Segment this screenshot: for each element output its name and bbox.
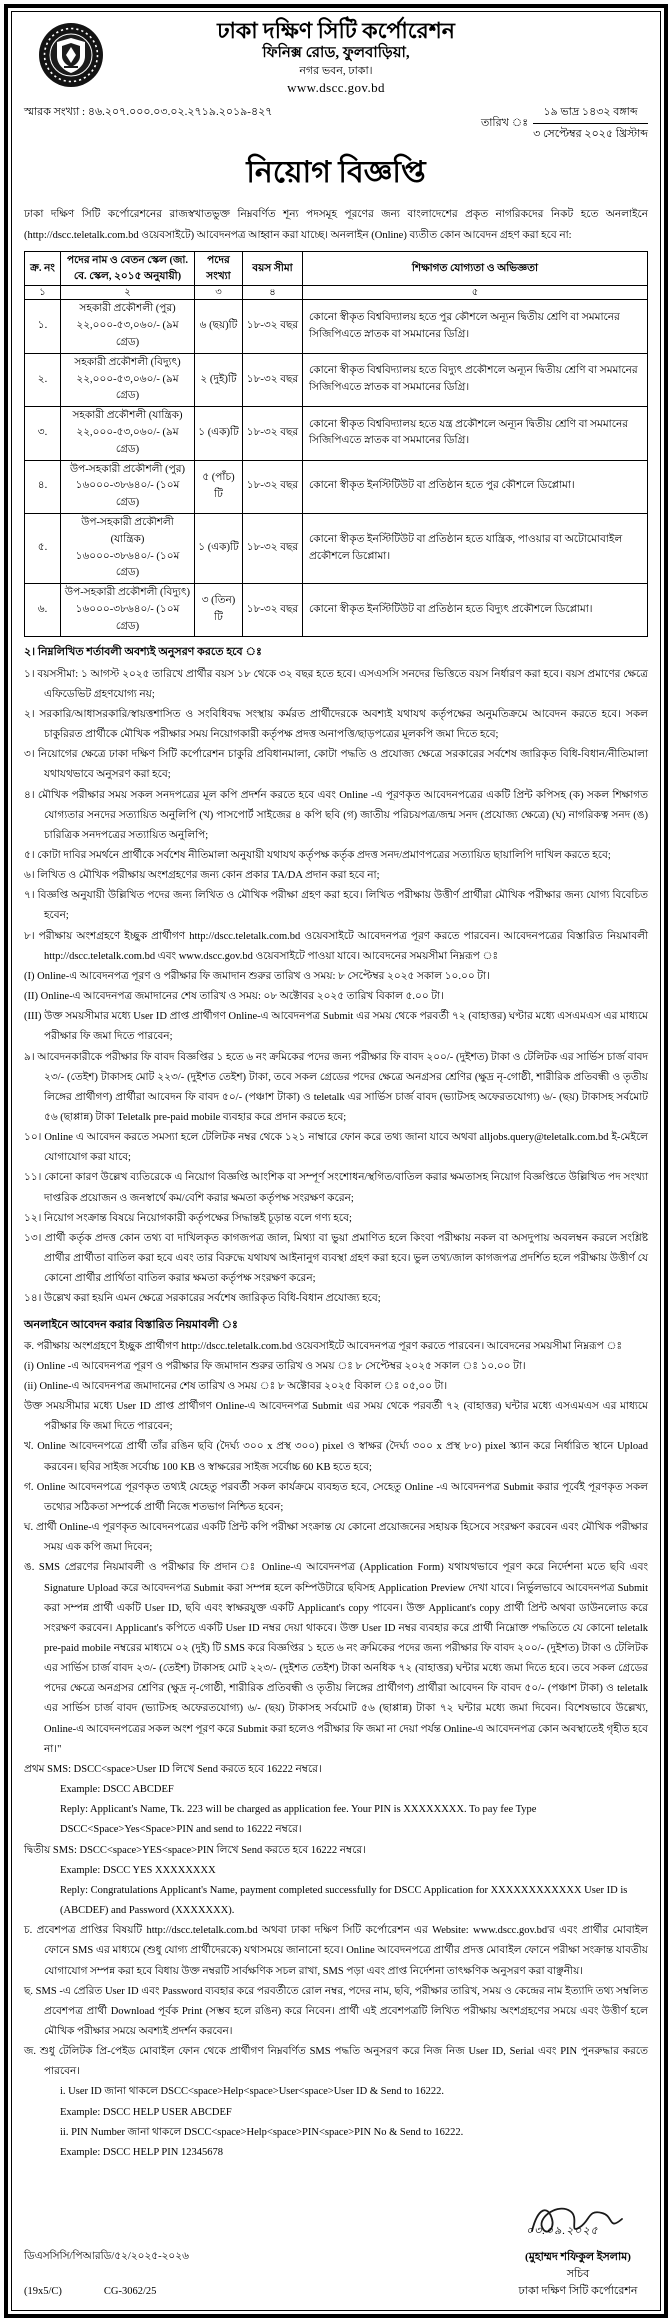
cell-age: ১৮-৩২ বছর: [243, 513, 303, 583]
online-rule-item: Example: DSCC HELP USER ABCDEF: [60, 2106, 232, 2118]
page-inner-border: [11, 11, 661, 2311]
online-rule-item: Reply: Congratulations Applicant's Name, payment completed successfully for DSCC Application for XXXXXXXXXXXX User ID is (ABCDEF) and Password (XXXXXXX).: [60, 1884, 628, 1917]
online-rule-item: জ. শুধু টেলিটক প্রি-পেইড মোবাইল ফোন থেকে প্রার্থীগণ নিম্নবর্ণিত SMS পদ্ধতি অনুসরণ করে নিজ নিজ User ID, Serial এবং PIN পুনরুদ্ধার করতে পারবেন।: [24, 2046, 648, 2078]
condition-item: ৭। বিজ্ঞপ্তি অনুযায়ী উল্লিখিত পদের জন্য লিখিত ও মৌখিক পরীক্ষা গ্রহণ করা হবে। লিখিত পরীক্ষায় উত্তীর্ণ প্রার্থীরা মৌখিক পরীক্ষার জন্য যোগ্য বিবেচিত হবেন;: [24, 890, 648, 922]
vacancy-table-body: [25, 300, 648, 637]
online-rules-heading: অনলাইনে আবেদন করার বিস্তারিত নিয়মাবলী ঃ: [24, 1318, 238, 1331]
col-header-serial: ক্র. নং: [25, 252, 61, 285]
cell-qualification: কোনো স্বীকৃত ইনস্টিটিউট বা প্রতিষ্ঠান হতে যান্ত্রিক, পাওয়ার বা অটোমোবাইল প্রকৌশলে ডিপ্লোমা।: [303, 513, 648, 583]
cell-age: ১৮-৩২ বছর: [243, 584, 303, 637]
post-title: উপ-সহকারী প্রকৌশলী (যান্ত্রিক): [81, 516, 174, 545]
online-rule-item: (ii) Online-এ আবেদনপত্র জমাদানের শেষ তারিখ ও সময় ঃ ৮ অক্টোবর ২০২৫ বিকাল ঃ ০৫,০০ টা।: [24, 1380, 448, 1392]
online-rule-item: ঘ. প্রার্থী Online-এ পূরণকৃত আবেদনপত্রের একটি প্রিন্ট কপি পরীক্ষা সংক্রান্ত যে কোনো প্রয়োজনের সহায়ক হিসেবে সংরক্ষণ করবেন এবং মৌখিক পরীক্ষার সময় এক কপি জমা দিবেন;: [24, 1522, 648, 1554]
cell-qualification: কোনো স্বীকৃত বিশ্ববিদ্যালয় হতে যন্ত্র প্রকৌশলে অন্যূন দ্বিতীয় শ্রেণি বা সমমানের সিজিপিএতে স্নাতক বা সমমানের ডিগ্রি।: [303, 407, 648, 460]
condition-item: ১৩। প্রার্থী কর্তৃক প্রদত্ত কোন তথ্য বা দাখিলকৃত কাগজপত্র জাল, মিথ্যা বা ভুয়া প্রমাণিত হলে কিংবা পরীক্ষায় নকল বা অসদুপায় অবলম্বন করলে সংশ্লিষ্ট প্রার্থীর প্রার্থীতা বাতিল করা হবে এবং তার বিরুদ্ধে যথাযথ আইনানুগ ব্যবস্থা গ্রহণ করা হবে। ভুল তথ্য/জাল কাগজপত্র প্রদর্শিত হলে পরীক্ষায় উত্তীর্ণ যে কোনো প্রার্থীর প্রার্থিতা বাতিল করার ক্ষমতা কর্তৃপক্ষ সংরক্ষণ করেন;: [24, 1232, 648, 1285]
condition-item: ৫। কোটা দাবির সমর্থনে প্রার্থীকে সর্বশেষ নীতিমালা অনুযায়ী যথাযথ কর্তৃপক্ষ কর্তৃক প্রদত্ত সনদ/প্রমাণপত্রের সত্যায়িত ছায়ালিপি দাখিল করতে হবে;: [24, 849, 611, 861]
condition-item: ৯। আবেদনকারীকে পরীক্ষার ফি বাবদ বিজ্ঞপ্তির ১ হতে ৬ নং ক্রমিকের পদের জন্য পরীক্ষার ফি বাবদ ২০০/- (দুইশত) টাকা ও টেলিটক এর সার্ভিস চার্জ বাবদ ২৩/- (তেইশ) টাকাসহ মোট ২২৩/- (দুইশত তেইশ) টাকা, তবে সকল গ্রেডের পদের ক্ষেত্রে অনগ্রসর শ্রেণির (ক্ষুদ্র নৃ-গোষ্ঠী, শারীরিক প্রতিবন্ধী ও তৃতীয় লিঙ্গের প্রার্থীগণ) প্রার্থীরা আবেদন ফি বাবদ ৫০/- (পঞ্চাশ টাকা) ও teletalk এর সার্ভিস চার্জ বাবদ (ভ্যাটসহ অফেরতযোগ্য) ৬/- (ছয়) টাকাসহ সর্বমোট ৫৬ (ছাপ্পান্ন) টাকা Teletalk pre-paid mobile ব্যবহার করে প্রদান করতে হবে;: [24, 1051, 648, 1124]
date-stack: [533, 103, 648, 144]
post-title: সহকারী প্রকৌশলী (যান্ত্রিক): [72, 410, 183, 422]
condition-item: ১১। কোনো কারণ উল্লেখ ব্যতিরেকে এ নিয়োগ বিজ্ঞপ্তি আংশিক বা সম্পূর্ণ সংশোধন/স্থগিত/বাতিল করার ক্ষমতাসহ নিয়োগ বিজ্ঞপ্তিতে উল্লিখিত পদ সংখ্যা দাপ্তরিক প্রয়োজন ও জনস্বার্থে কম/বেশি করার ক্ষমতা কর্তৃপক্ষ সংরক্ষণ করেন;: [24, 1172, 648, 1204]
intro-paragraph: ঢাকা দক্ষিণ সিটি কর্পোরেশনের রাজস্বখাতভুক্ত নিম্নবর্ণিত শূন্য পদসমূহ পূরণের জন্য বাংলাদেশের প্রকৃত নাগরিকদের নিকট হতে অনলাইনে (http://dscc.teletalk.com.bd ওয়েবসাইটে) আবেদনপত্র আহ্বান করা যাচ্ছে। অনলাইন (Online) ব্যতীত কোন আবেদন গ্রহণ করা হবে না:: [24, 209, 648, 241]
online-rule-item: Example: DSCC ABCDEF: [60, 1784, 174, 1796]
pay-scale: ১৬০০০-৩৮৬৪০/- (১০ম গ্রেড): [75, 603, 180, 632]
online-rule-item: গ. Online আবেদনপত্রে পূরণকৃত তথ্যই যেহেতু পরবর্তী সকল কার্যক্রমে ব্যবহৃত হবে, সেহেতু Online -এ আবেদনপত্র Submit করার পূর্বেই পূরণকৃত সকল তথ্যের সঠিকতা সম্পর্কে প্রার্থী নিজে শতভাগ নিশ্চিত হবেন;: [24, 1481, 648, 1513]
online-rule-item: দ্বিতীয় SMS: DSCC<space>YES<space>PIN লিখে Send করতে হবে 16222 নম্বরে।: [24, 1844, 366, 1856]
vacancy-row: [25, 513, 648, 583]
column-number-row: [25, 285, 648, 300]
condition-item: (I) Online-এ আবেদনপত্র পূরণ ও পরীক্ষার ফি জমাদান শুরুর তারিখ ও সময়: ৮ সেপ্টেম্বর ২০২৫ সকাল ১০.০০ টা।: [24, 970, 490, 982]
col-header-qualification: শিক্ষাগত যোগ্যতা ও অভিজ্ঞতা: [303, 252, 648, 285]
cell-qualification: কোনো স্বীকৃত বিশ্ববিদ্যালয় হতে বিদ্যুৎ প্রকৌশলে অন্যূন দ্বিতীয় শ্রেণি বা সমমানের সিজিপিএতে স্নাতক বা সমমানের ডিগ্রি।: [303, 353, 648, 406]
condition-item: ৮। পরীক্ষায় অংশগ্রহণে ইচ্ছুক প্রার্থীগণ http://dscc.teletalk.com.bd ওয়েবসাইটে আবেদনপত্র পূরণ করতে পারবেন। আবেদনপত্রের বিস্তারিত নিয়মাবলী http://dscc.teletalk.com.bd এবং www.dscc.gov.bd ওয়েবসাইটে পাওয়া যাবে। আবেদনের সময়সীমা নিম্নরূপ ঃ: [24, 930, 648, 962]
post-title: উপ-সহকারী প্রকৌশলী (পুর): [69, 463, 186, 475]
signature-area: [518, 2197, 638, 2249]
cell-post: [61, 584, 195, 637]
cell-post: [61, 460, 195, 513]
online-rule-item: চ. প্রবেশপত্র প্রাপ্তির বিষয়টি http://dscc.teletalk.com.bd অথবা ঢাকা দক্ষিণ সিটি কর্পোরেশন এর Website: www.dscc.gov.bd'র এবং প্রার্থীর মোবাইল ফোনে SMS এর মাধ্যমে (শুধু যোগ্য প্রার্থীদেরকে) যথাসময়ে জানানো হবে। Online আবেদনপত্রে প্রার্থীর প্রদত্ত মোবাইল ফোনে পরীক্ষা সংক্রান্ত যাবতীয় যোগাযোগ সম্পন্ন করা হবে বিধায় উক্ত নম্বরটি সার্বক্ষণিক সচল রাখা, SMS পড়া এবং প্রাপ্ত নির্দেশনা তাৎক্ষণিক অনুসরণ করা বাঞ্ছনীয়।: [24, 1925, 648, 1977]
cell-post: [61, 513, 195, 583]
online-rule-item: খ. Online আবেদনপত্রে প্রার্থী তাঁর রঙিন ছবি (দৈর্ঘ্য ৩০০ x প্রস্থ ৩০০) pixel ও স্বাক্ষর (দৈর্ঘ্য ৩০০ x প্রস্থ ৮০) pixel স্ক্যান করে নির্ধারিত স্থানে Upload করবেন। ছবির সাইজ সর্বোচ্চ 100 KB ও স্বাক্ষরের সাইজ সর্বোচ্চ 60 KB হতে হবে;: [24, 1441, 648, 1473]
memo-row: [24, 103, 648, 144]
condition-item: ১২। নিয়োগ সংক্রান্ত বিষয়ে নিয়োগকারী কর্তৃপক্ষের সিদ্ধান্তই চূড়ান্ত বলে গণ্য হবে;: [24, 1212, 352, 1224]
footer-codes: [24, 2284, 189, 2300]
online-rule-item: (i) Online -এ আবেদনপত্র পূরণ ও পরীক্ষার ফি জমাদান শুরুর তারিখ ও সময় ঃ ৮ সেপ্টেম্বর ২০২৫ সকাল ঃ ১০.০০ টা।: [24, 1360, 526, 1372]
cell-serial: ২.: [25, 353, 61, 406]
reference-number: ডিএসসিসি/পিআরডি/৫২/২০২৫-২০২৬: [24, 2250, 189, 2262]
vacancy-table: [24, 251, 648, 637]
date-block: [481, 103, 648, 144]
cell-count: ১ (এক)টি: [195, 407, 243, 460]
cell-qualification: কোনো স্বীকৃত বিশ্ববিদ্যালয় হতে পুর কৌশলে অন্যূন দ্বিতীয় শ্রেণি বা সমমানের সিজিপিএতে স্নাতক বা সমমানের ডিগ্রি।: [303, 300, 648, 353]
col-header-age: বয়স সীমা: [243, 252, 303, 285]
online-rule-item: প্রথম SMS: DSCC<space>User ID লিখে Send করতে হবে 16222 নম্বরে।: [24, 1763, 322, 1775]
post-title: সহকারী প্রকৌশলী (বিদ্যুৎ): [74, 356, 181, 368]
cell-serial: ৩.: [25, 407, 61, 460]
vacancy-row: [25, 353, 648, 406]
cell-post: [61, 300, 195, 353]
post-title: উপ-সহকারী প্রকৌশলী (বিদ্যুৎ): [64, 587, 191, 599]
cell-count: ৩ (তিন) টি: [195, 584, 243, 637]
website-url: www.dscc.gov.bd: [287, 80, 385, 96]
cell-age: ১৮-৩২ বছর: [243, 407, 303, 460]
online-rule-item: ছ. SMS -এ প্রেরিত User ID এবং Password ব্যবহার করে পরবর্তীতে রোল নম্বর, পদের নাম, ছবি, পরীক্ষার তারিখ, সময় ও কেন্দ্রের নাম ইত্যাদি তথ্য সম্বলিত প্রবেশপত্র প্রার্থী Download পূর্বক Print (সম্ভব হলে রঙিন) করে নিবেন। প্রার্থী এই প্রবেশপত্রটি লিখিত পরীক্ষায় অংশগ্রহণের সময়ে এবং উত্তীর্ণ হলে মৌখিক পরীক্ষার সময়ে অবশ্যই প্রদর্শন করবেন।: [24, 1985, 648, 2037]
condition-item: ৬। লিখিত ও মৌখিক পরীক্ষায় অংশগ্রহণের জন্য কোন প্রকার TA/DA প্রদান করা হবে না;: [24, 870, 380, 882]
online-rule-item: উক্ত সময়সীমার মধ্যে User ID প্রাপ্ত প্রার্থীগণ Online-এ আবেদনপত্র Submit এর সময় থেকে পরবর্তী ৭২ (বাহাত্তর) ঘন্টার মধ্যে এসএমএস এর মাধ্যমে পরীক্ষার ফি জমা দিতে পারবেন;: [24, 1401, 648, 1433]
cell-serial: ৫.: [25, 513, 61, 583]
signatory-title: সচিব: [566, 2268, 590, 2281]
signatory-name: (মুহাম্মদ শফিকুল ইসলাম): [525, 2251, 631, 2264]
pay-scale: ২২,০০০-৫৩,০৬০/- (৯ম গ্রেড): [76, 320, 179, 348]
cell-qualification: কোনো স্বীকৃত ইনস্টিটিউট বা প্রতিষ্ঠান হতে বিদ্যুৎ প্রকৌশলে ডিপ্লোমা।: [303, 584, 648, 637]
vacancy-row: [25, 407, 648, 460]
vacancy-row: [25, 584, 648, 637]
cell-count: ১ (এক)টি: [195, 513, 243, 583]
conditions-heading: ২। নিম্নলিখিত শর্তাবলী অবশ্যই অনুসরণ করতে হবে ঃ: [24, 646, 262, 659]
cell-post: [61, 353, 195, 406]
cg-code: CG-3062/25: [103, 2286, 157, 2298]
address-line1: ফিনিক্স রোড, ফুলবাড়িয়া,: [262, 45, 410, 62]
col-number: ৫: [303, 285, 648, 300]
online-rule-item: Example: DSCC HELP PIN 12345678: [60, 2146, 223, 2158]
pay-scale: ১৬০০০-৩৮৬৪০/- (১০ম গ্রেড): [75, 550, 180, 579]
condition-item: ২। সরকারি/আধাসরকারি/স্বায়ত্তশাসিত ও সংবিধিবদ্ধ সংস্থায় কর্মরত প্রার্থীদেরকে অবশ্যই যথাযথ কর্তৃপক্ষের অনুমতিক্রমে আবেদন করতে হবে। সকল চাকুরিরত প্রার্থীকে মৌখিক পরীক্ষার সময় নিয়োগকারী কর্তৃপক্ষ প্রদত্ত অনাপত্তি/ছাড়পত্রের মূলকপি জমা দিতে হবে;: [24, 708, 648, 741]
cell-serial: ৬.: [25, 584, 61, 637]
cell-serial: ৪.: [25, 460, 61, 513]
online-rule-item: Reply: Applicant's Name, Tk. 223 will be charged as application fee. Your PIN is XXXXXXXX. To pay fee Type DSCC<Space>Yes<Space>PIN and send to 16222 নম্বরে।: [60, 1804, 537, 1836]
table-header-row: [25, 252, 648, 285]
page-title: নিয়োগ বিজ্ঞপ্তি: [246, 156, 426, 190]
col-number: ২: [61, 285, 195, 300]
condition-item: (II) Online-এ আবেদনপত্র জমাদানের শেষ তারিখ ও সময়: ০৮ অক্টোবর ২০২৫ তারিখ বিকাল ৫.০০ টা।: [24, 991, 444, 1003]
page-outer-border: [4, 4, 668, 2318]
online-rule-item: ক. পরীক্ষায় অংশগ্রহণে ইচ্ছুক প্রার্থীগণ http://dscc.teletalk.com.bd ওয়েবসাইটে আবেদনপত্র পূরণ করতে পারবেন। আবেদনের সময়সীমা নিম্নরূপ ঃ: [24, 1340, 623, 1352]
col-number: ৪: [243, 285, 303, 300]
cell-serial: ১.: [25, 300, 61, 353]
col-header-post: পদের নাম ও বেতন স্কেল (জা. বে. স্কেল, ২০১৫ অনুযায়ী): [61, 252, 195, 285]
date-gregorian: ৩ সেপ্টেম্বর ২০২৫ খ্রিস্টাব্দ: [533, 128, 648, 141]
cell-age: ১৮-৩২ বছর: [243, 300, 303, 353]
cell-count: ২ (দুই)টি: [195, 353, 243, 406]
condition-item: ১। বয়সসীমা: ১ আগস্ট ২০২৫ তারিখে প্রার্থীর বয়স ১৮ থেকে ৩২ বছর হতে হবে। এসএসসি সনদের ভিত্তিতে বয়স নির্ধারণ করা হবে। বয়স প্রমাণের ক্ষেত্রে এফিডেভিট গ্রহণযোগ্য নয়;: [24, 668, 648, 700]
col-number: ১: [25, 285, 61, 300]
condition-item: ১০। Online এ আবেদন করতে সমস্যা হলে টেলিটক নম্বর থেকে ১২১ নাম্বারে ফোন করে তথ্য জানা যাবে অথবা alljobs.query@teletalk.com.bd ই-মেইলে যোগাযোগ করা যাবে;: [24, 1132, 648, 1164]
print-code: (19x5/C): [24, 2286, 62, 2298]
col-number: ৩: [195, 285, 243, 300]
cell-age: ১৮-৩২ বছর: [243, 460, 303, 513]
date-bangla: ১৯ ভাদ্র ১৪৩২ বঙ্গাব্দ: [533, 103, 648, 124]
online-rule-item: i. User ID জানা থাকলে DSCC<space>Help<space>User<space>User ID & Send to 16222.: [60, 2086, 444, 2098]
footer-left: [24, 2249, 189, 2301]
online-rule-item: Example: DSCC YES XXXXXXXX: [60, 1864, 216, 1876]
date-label: তারিখ ঃ: [480, 117, 529, 130]
org-name: ঢাকা দক্ষিণ সিটি কর্পোরেশন: [217, 18, 455, 43]
pay-scale: ২২,০০০-৫৩,০৬০/- (৯ম গ্রেড): [76, 373, 179, 402]
address-line2: নগর ভবন, ঢাকা।: [299, 64, 373, 77]
letterhead: [24, 18, 648, 97]
condition-item: ১৪। উল্লেখ করা হয়নি এমন ক্ষেত্রে সরকারের সর্বশেষ জারিকৃত বিধি-বিধান প্রযোজ্য হবে;: [24, 1293, 381, 1305]
pay-scale: ১৬০০০-৩৮৬৪০/- (১০ম গ্রেড): [75, 480, 180, 509]
condition-item: (III) উক্ত সময়সীমার মধ্যে User ID প্রাপ্ত প্রার্থীগণ Online-এ আবেদনপত্র Submit এর সময় থেকে পরবর্তী ৭২ (বাহাত্তর) ঘণ্টার মধ্যে এসএমএস এর মাধ্যমে পরীক্ষার ফি জমা দিতে পারবেন;: [24, 1011, 648, 1043]
conditions-list: [24, 665, 648, 1310]
signatory-org: ঢাকা দক্ষিণ সিটি কর্পোরেশন: [518, 2285, 638, 2298]
online-rule-item: ii. PIN Number জানা থাকলে DSCC<space>Help<space>PIN<space>PIN No & Send to 16222.: [60, 2126, 464, 2138]
cell-count: ৫ (পাঁচ) টি: [195, 460, 243, 513]
post-title: সহকারী প্রকৌশলী (পুর): [79, 303, 176, 315]
vacancy-row: [25, 300, 648, 353]
condition-item: ৩। নিয়োগের ক্ষেত্রে ঢাকা দক্ষিণ সিটি কর্পোরেশন চাকুরি প্রবিধানমালা, কোটা পদ্ধতি ও প্রযোজ্য ক্ষেত্রে সরকারের সর্বশেষ জারিকৃত বিধি-বিধান/নীতিমালা যথাযথভাবে অনুসরণ করা হবে;: [24, 749, 648, 781]
signature-date: ০৩.০৯.২০২৫: [526, 2225, 599, 2238]
memo-number: স্মারক সংখ্যা : ৪৬.২০৭.০০০.০৩.০২.২৭১৯.২০১৯-৪২৭: [24, 106, 273, 119]
col-header-count: পদের সংখ্যা: [195, 252, 243, 285]
signature-block: [518, 2197, 648, 2300]
cell-count: ৬ (ছয়)টি: [195, 300, 243, 353]
cell-post: [61, 407, 195, 460]
vacancy-row: [25, 460, 648, 513]
cell-age: ১৮-৩২ বছর: [243, 353, 303, 406]
dscc-seal-logo: [38, 22, 104, 88]
footer: [24, 2163, 648, 2300]
online-rules-list: [24, 1337, 648, 2163]
cell-qualification: কোনো স্বীকৃত ইনস্টিটিউট বা প্রতিষ্ঠান হতে পুর কৌশলে ডিপ্লোমা।: [303, 460, 648, 513]
online-rule-item: ঙ. SMS প্রেরণের নিয়মাবলী ও পরীক্ষার ফি প্রদান ঃ Online-এ আবেদনপত্র (Application Form) যথাযথভাবে পূরণ করে নির্দেশনা মতে ছবি এবং Signature Upload করে আবেদনপত্র Submit করা সম্পন্ন হলে কম্পিউটারে ছবিসহ Application Preview দেখা যাবে। নির্ভুলভাবে আবেদনপত্র Submit করা সম্পন্ন প্রার্থী একটি User ID, ছবি এবং স্বাক্ষরযুক্ত একটি Applicant's copy পাবেন। উক্ত Applicant's copy প্রার্থী প্রিন্ট অথবা ডাউনলোড করে সংরক্ষণ করবেন। Applicant's কপিতে একটি User ID নম্বর দেয়া থাকবে। উক্ত User ID নম্বর ব্যবহার করে প্রার্থী নিম্নোক্ত পদ্ধতিতে যে কোনো teletalk pre-paid mobile নম্বরের মাধ্যমে ০২ (দুই) টি SMS করে বিজ্ঞপ্তির ১ হতে ৬ নং ক্রমিকের পদের জন্য পরীক্ষার ফি বাবদ ২০০/- (দুইশত) টাকা ও টেলিটক এর সার্ভিস চার্জ বাবদ ২৩/- (তেইশ) টাকাসহ মোট ২২৩/- (দুইশত তেইশ) টাকা অনধিক ৭২ (বাহাত্তর) ঘন্টার মধ্যে জমা দিতে হবে। তবে সকল গ্রেডের পদের ক্ষেত্রে অনগ্রসর শ্রেণির (ক্ষুদ্র নৃ-গোষ্ঠী, শারীরিক প্রতিবন্ধী ও তৃতীয় লিঙ্গের প্রার্থীগণ) প্রার্থীরা আবেদন ফি বাবদ ৫০/- (পঞ্চাশ টাকা) ও teletalk এর সার্ভিস চার্জ বাবদ (ভ্যাটসহ অফেরতযোগ্য) ৬/- (ছয়) টাকাসহ সর্বমোট ৫৬ (ছাপ্পান্ন) টাকা ৭২ ঘন্টার মধ্যে জমা দিবেন। বিশেষভাবে উল্লেখ্য, Online-এ আবেদনপত্রের সকল অংশ পূরণ করে Submit করা হলেও পরীক্ষার ফি জমা না দেয়া পর্যন্ত Online-এ আবেদনপত্র কোন অবস্থাতেই গৃহীত হবে না।": [24, 1562, 648, 1755]
condition-item: ৪। মৌখিক পরীক্ষার সময় সকল সনদপত্রের মূল কপি প্রদর্শন করতে হবে এবং Online -এ পূরণকৃত আবেদনপত্রের একটি প্রিন্ট কপিসহ (ক) সকল শিক্ষাগত যোগ্যতার সনদের সত্যায়িত অনুলিপি (খ) পাসপোর্ট সাইজের ৪ কপি ছবি (গ) জাতীয় পরিচয়পত্র/জন্ম সনদ (প্রযোজ্য ক্ষেত্রে) (ঘ) নাগরিকত্ব সনদ (ঙ) চারিত্রিক সনদপত্রের সত্যায়িত অনুলিপি;: [24, 789, 648, 841]
pay-scale: ২২,০০০-৫৩,০৬০/- (৯ম গ্রেড): [76, 426, 179, 455]
